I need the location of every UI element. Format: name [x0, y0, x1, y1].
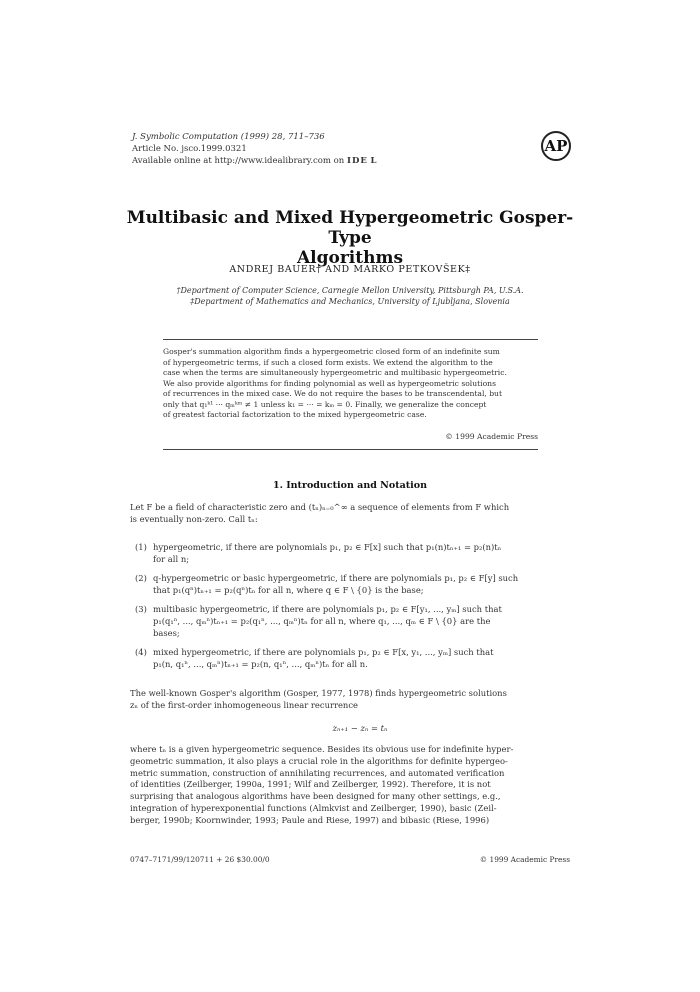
footer-issn: 0747–7171/99/120711 + 26 $30.00/0: [130, 855, 270, 864]
paragraph-line: zₙ of the first-order inhomogeneous linear recurrence: [130, 699, 358, 710]
affiliations: [120, 285, 580, 307]
paragraph-line: of identities (Zeilberger, 1990a, 1991; Wilf and Zeilberger, 1992). Therefore, it is not: [130, 779, 491, 790]
publisher-logo-text: AP: [544, 137, 568, 155]
definition-line: multibasic hypergeometric, if there are polynomials p₁, p₂ ∈ F[y₁, ..., yₘ] such that: [153, 604, 502, 614]
recurrence-equation: zₙ₊₁ − zₙ = tₙ: [332, 723, 388, 733]
paper-title: [120, 208, 580, 268]
definition-line: p₁(q₁ⁿ, ..., qₘⁿ)tₙ₊₁ = p₂(q₁ⁿ, ..., qₘⁿ)tₙ for all n, where q₁, ..., qₘ ∈ F \ {0} are the: [153, 615, 491, 626]
affiliation-2: ‡Department of Mathematics and Mechanics, University of Ljubljana, Slovenia: [190, 297, 510, 306]
definition-line: that p₁(qⁿ)tₙ₊₁ = p₂(qⁿ)tₙ for all n, where q ∈ F \ {0} is the base;: [153, 584, 424, 595]
availability-line: [132, 155, 552, 167]
abstract-line: Gosper's summation algorithm finds a hypergeometric closed form of an indefinite sum: [163, 347, 500, 356]
article-number: Article No. jsco.1999.0321: [132, 144, 247, 154]
definition-text: [153, 604, 570, 639]
section-heading: 1. Introduction and Notation: [272, 480, 427, 491]
abstract-line: We also provide algorithms for finding polynomial as well as hypergeometric solutions: [163, 378, 496, 388]
abstract-line: case when the terms are simultaneously hypergeometric and multibasic hypergeometric.: [163, 368, 507, 377]
abstract-line: of recurrences in the mixed case. We do not require the bases to be transcendental, but: [163, 389, 503, 398]
ideal-logo-text: IDE L: [346, 156, 378, 166]
paragraph-line: integration of hyperexponential functions (Almkvist and Zeilberger, 1990), basic (Zeil-: [130, 802, 497, 813]
abstract-line: only that q₁ᵏ¹ ··· qₘᵏᵐ ≠ 1 unless k₁ = ··· = kₘ = 0. Finally, we generalize the concept: [163, 399, 487, 409]
availability-text: Available online at http://www.idealibrary.com on: [132, 156, 345, 166]
publisher-logo-icon: [541, 131, 571, 161]
author-list: ANDREJ BAUER† AND MARKO PETKOVŠEK‡: [229, 264, 471, 275]
definition-line: q-hypergeometric or basic hypergeometric, if there are polynomials p₁, p₂ ∈ F[y] such: [153, 573, 519, 583]
definition-number: (1): [135, 542, 147, 552]
definition-line: for all n;: [153, 553, 190, 564]
definition-number: (2): [135, 573, 147, 583]
definition-line: hypergeometric, if there are polynomials p₁, p₂ ∈ F[x] such that p₁(n)tₙ₊₁ = p₂(n)tₙ: [153, 542, 502, 552]
journal-citation: J. Symbolic Computation (1999) 28, 711–736: [132, 132, 325, 142]
paragraph-line: geometric summation, it also plays a crucial role in the algorithms for definite hypergeo-: [130, 755, 508, 766]
intro-line: Let F be a field of characteristic zero and (tₙ)ₙ₌₀^∞ a sequence of elements from F which: [130, 502, 510, 512]
paragraph-line: surprising that analogous algorithms have been designed for many other settings, e.g.,: [130, 791, 501, 802]
abstract-line: of greatest factorial factorization to the mixed hypergeometric case.: [163, 410, 427, 419]
definition-number: (4): [135, 647, 147, 657]
definition-text: [153, 647, 570, 671]
journal-header: [132, 131, 552, 167]
definition-text: [153, 573, 570, 597]
abstract: [163, 347, 538, 421]
definition-line: mixed hypergeometric, if there are polynomials p₁, p₂ ∈ F[x, y₁, ..., yₘ] such that: [153, 647, 494, 657]
definition-text: [153, 542, 570, 566]
paragraph-line: metric summation, construction of annihilating recurrences, and automated verification: [130, 767, 505, 778]
definition-number: (3): [135, 604, 147, 614]
paragraph-line: berger, 1990b; Koornwinder, 1993; Paule and Riese, 1997) and bibasic (Riese, 1996): [130, 814, 490, 825]
abstract-bottom-rule: [163, 449, 538, 450]
abstract-copyright: © 1999 Academic Press: [445, 432, 538, 441]
title-line-1: Multibasic and Mixed Hypergeometric Gosper-Type: [126, 208, 574, 248]
summation-paragraph: [130, 744, 570, 827]
title-line-2: Algorithms: [296, 248, 404, 268]
paragraph-line: where tₙ is a given hypergeometric sequence. Besides its obvious use for indefinite hyper-: [130, 744, 514, 754]
affiliation-1: †Department of Computer Science, Carnegie Mellon University, Pittsburgh PA, U.S.A.: [176, 286, 524, 295]
paragraph-line: The well-known Gosper's algorithm (Gosper, 1977, 1978) finds hypergeometric solutions: [130, 688, 507, 698]
abstract-top-rule: [163, 339, 538, 340]
definition-line: bases;: [153, 627, 180, 638]
intro-paragraph: [130, 502, 570, 526]
intro-line: is eventually non-zero. Call tₙ:: [130, 513, 258, 524]
definition-line: p₁(n, q₁ⁿ, ..., qₘⁿ)tₙ₊₁ = p₂(n, q₁ⁿ, ..., qₘⁿ)tₙ for all n.: [153, 658, 368, 669]
gosper-paragraph: [130, 688, 570, 712]
footer-copyright: © 1999 Academic Press: [479, 855, 570, 864]
abstract-line: of hypergeometric terms, if such a closed form exists. We extend the algorithm to the: [163, 357, 493, 367]
